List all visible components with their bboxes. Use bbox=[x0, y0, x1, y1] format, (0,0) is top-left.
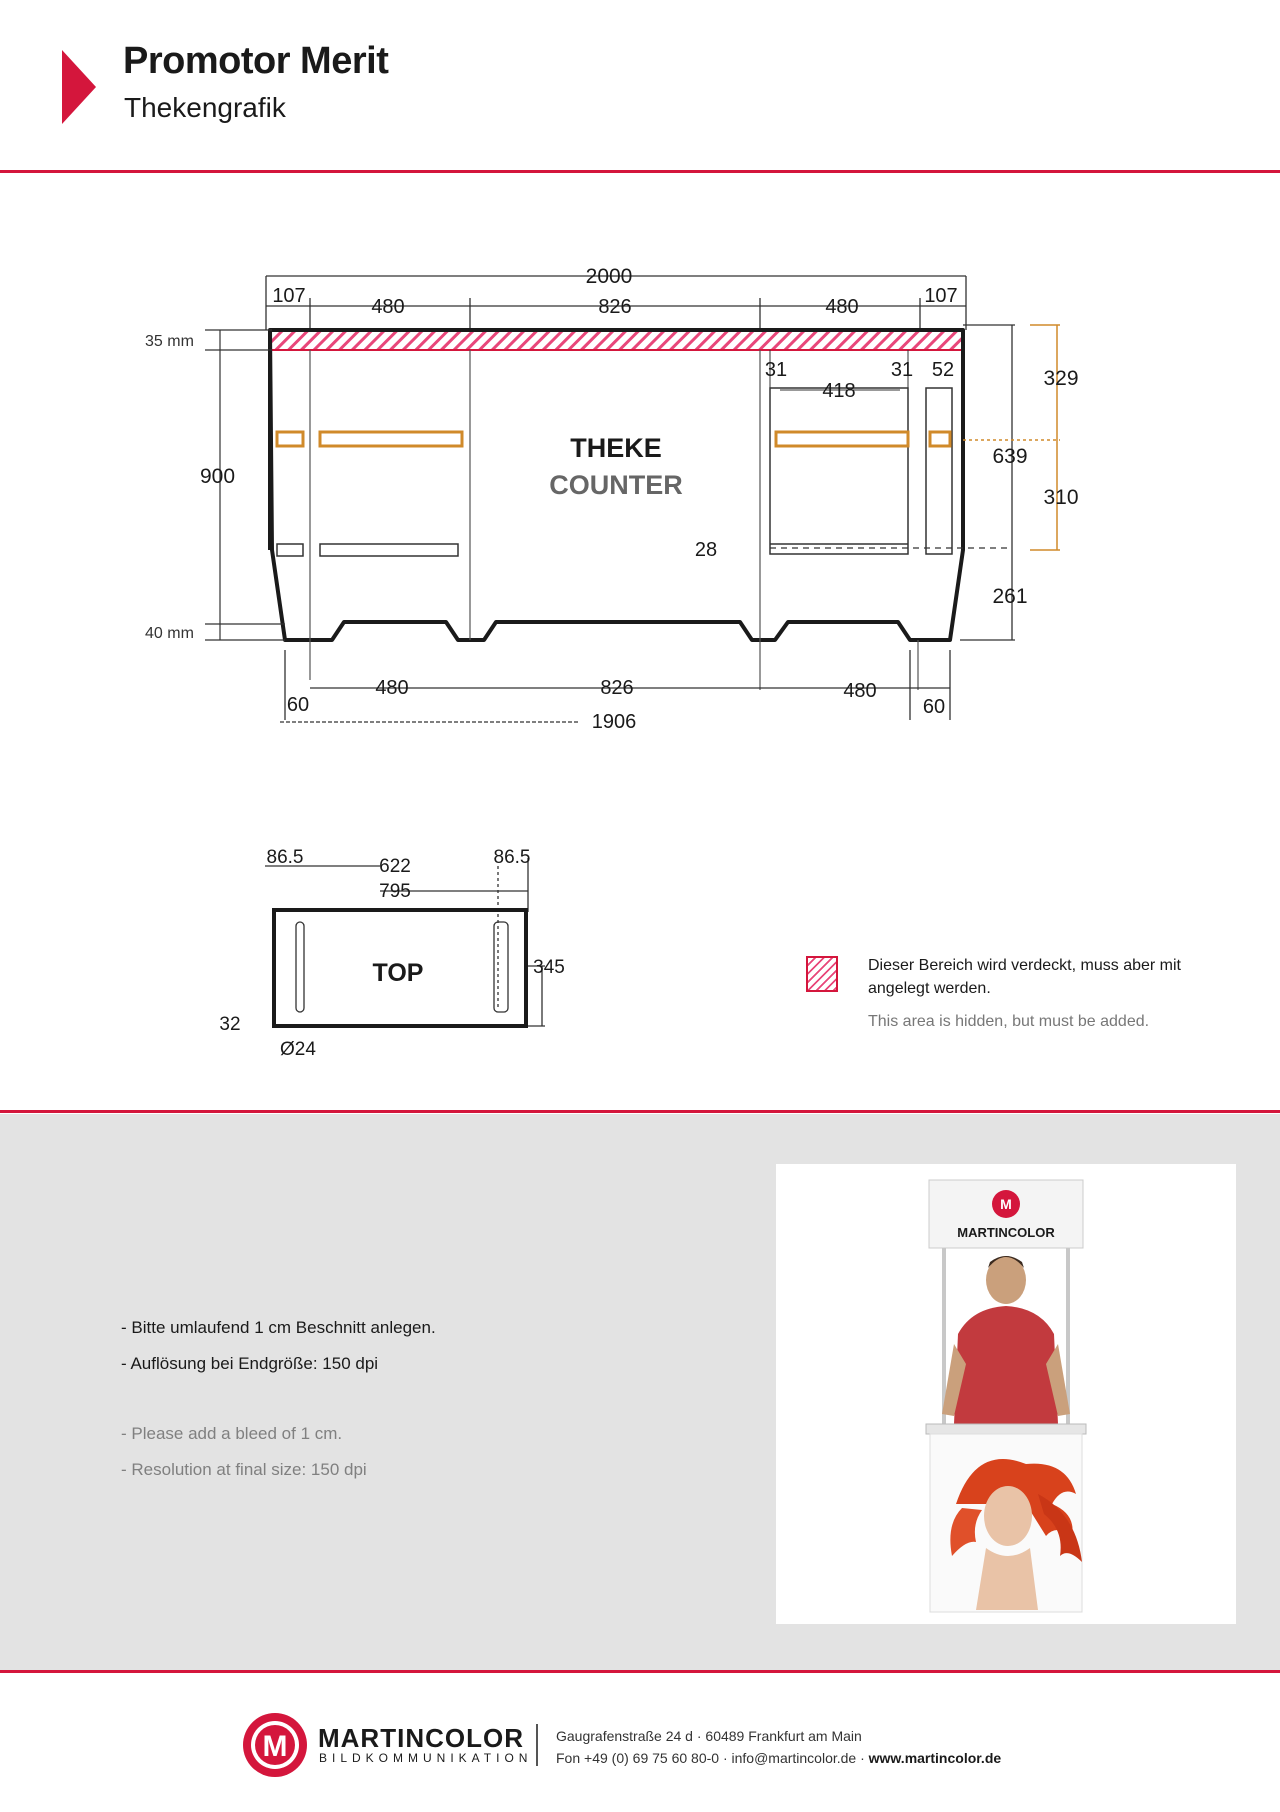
dim-bottom-60-left: 60 bbox=[286, 694, 310, 716]
legend-text-en: This area is hidden, but must be added. bbox=[868, 1013, 1150, 1030]
dim-top-right-panel: 480 bbox=[825, 296, 859, 318]
dim-261: 261 bbox=[992, 585, 1028, 608]
dim-795: 795 bbox=[379, 881, 411, 902]
dim-inner-418: 418 bbox=[822, 380, 856, 402]
dim-height-900: 900 bbox=[200, 465, 236, 488]
footer-contact: Fon +49 (0) 69 75 60 80-0 · info@martincolor.de · bbox=[556, 1750, 865, 1766]
dim-bottom-826: 826 bbox=[600, 677, 634, 699]
dim-329: 329 bbox=[1043, 367, 1079, 390]
footer-separator bbox=[536, 1724, 538, 1766]
dim-32: 32 bbox=[219, 1014, 241, 1035]
dim-40mm: 40 mm bbox=[145, 625, 194, 642]
svg-text:M: M bbox=[1000, 1196, 1012, 1212]
hatch-legend-swatch bbox=[806, 956, 838, 992]
hidden-area-strip bbox=[270, 330, 963, 350]
dim-inner-31-left: 31 bbox=[764, 359, 788, 381]
note-bleed-de: - Bitte umlaufend 1 cm Beschnitt anlegen. bbox=[121, 1318, 436, 1337]
note-resolution-de: - Auflösung bei Endgröße: 150 dpi bbox=[121, 1354, 379, 1373]
svg-text:M: M bbox=[262, 1730, 288, 1763]
dim-86-5-right: 86.5 bbox=[493, 847, 531, 868]
footer-address-line1: Gaugrafenstraße 24 d · 60489 Frankfurt am Main bbox=[556, 1728, 862, 1744]
dim-622: 622 bbox=[379, 856, 411, 877]
dim-top-left-panel: 480 bbox=[371, 296, 405, 318]
dim-top-right-edge: 107 bbox=[924, 285, 958, 307]
product-photo bbox=[776, 1164, 1236, 1624]
dim-inner-31-right: 31 bbox=[890, 359, 914, 381]
dim-bottom-60-right: 60 bbox=[922, 696, 946, 718]
martincolor-logo-icon bbox=[240, 1710, 310, 1780]
dim-024: Ø24 bbox=[280, 1039, 316, 1060]
note-bleed-en: - Please add a bleed of 1 cm. bbox=[121, 1424, 343, 1443]
label-counter: COUNTER bbox=[549, 470, 683, 500]
page-subtitle: Thekengrafik bbox=[124, 92, 286, 123]
dim-86-5-left: 86.5 bbox=[266, 847, 304, 868]
footer-brand-sub: BILDKOMMUNIKATION bbox=[319, 1751, 533, 1765]
dim-345: 345 bbox=[533, 957, 565, 978]
label-theke: THEKE bbox=[570, 433, 662, 463]
label-top: TOP bbox=[372, 959, 424, 987]
footer-address bbox=[556, 1725, 1001, 1769]
dim-639: 639 bbox=[992, 445, 1028, 468]
page-title: Promotor Merit bbox=[123, 40, 389, 82]
dim-28: 28 bbox=[694, 539, 718, 561]
dim-inner-52: 52 bbox=[931, 359, 955, 381]
dim-310: 310 bbox=[1043, 486, 1079, 509]
footer-website-link[interactable]: www.martincolor.de bbox=[868, 1750, 1002, 1766]
dim-35mm: 35 mm bbox=[145, 333, 194, 350]
dim-bottom-480-right: 480 bbox=[843, 680, 877, 702]
dim-top-left-edge: 107 bbox=[272, 285, 306, 307]
footer-brand: MARTINCOLOR bbox=[318, 1723, 524, 1753]
band-bottom-divider bbox=[0, 1670, 1280, 1673]
dim-total-width: 2000 bbox=[585, 265, 633, 288]
note-resolution-en: - Resolution at final size: 150 dpi bbox=[121, 1460, 367, 1479]
dim-bottom-1906: 1906 bbox=[591, 711, 637, 733]
photo-header-brand: MARTINCOLOR bbox=[957, 1225, 1055, 1240]
band-top-divider bbox=[0, 1110, 1280, 1113]
print-notes bbox=[121, 1310, 436, 1488]
legend-text-de: Dieser Bereich wird verdeckt, muss aber mit angelegt werden. bbox=[868, 957, 1181, 997]
dim-top-center: 826 bbox=[598, 296, 632, 318]
dim-bottom-480-left: 480 bbox=[375, 677, 409, 699]
